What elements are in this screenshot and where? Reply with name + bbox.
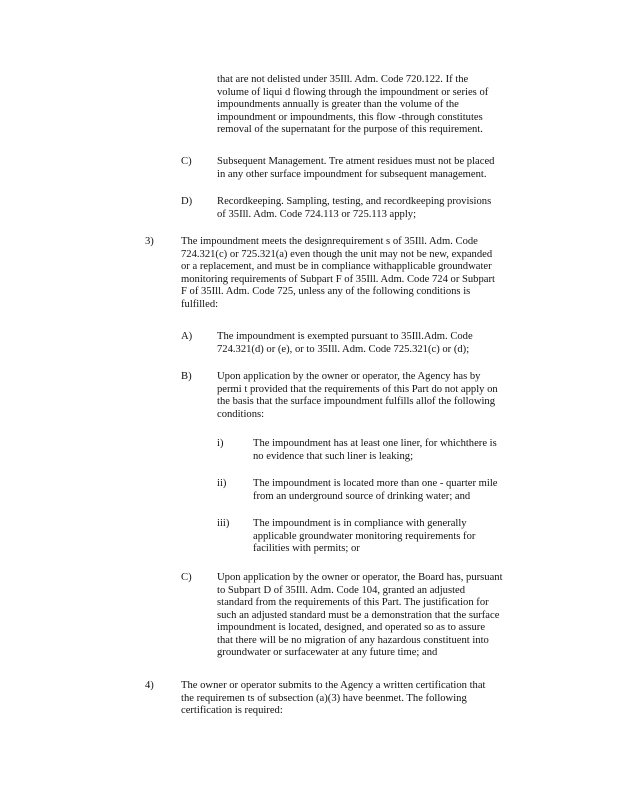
item-label: A) <box>181 331 193 342</box>
text-line: to Subpart D of 35Ill. Adm. Code 104, granted an adjusted <box>217 584 466 596</box>
text-line: The impoundment meets the designrequirement s of 35Ill. Adm. Code <box>181 236 478 247</box>
text-line: conditions: <box>217 408 265 420</box>
text-line: the requiremen ts of subsection (a)(3) have beenmet. The following <box>181 692 467 704</box>
text-line: volume of liqui d flowing through the impoundment or series of <box>217 86 489 98</box>
text-line: facilities with permits; or <box>253 543 360 554</box>
paragraph-subsequent-management <box>217 156 527 181</box>
text-line: applicable groundwater monitoring requirements for <box>253 530 476 542</box>
text-line: or a replacement, and must be in compliance withapplicable groundwater <box>181 261 492 272</box>
paragraph-groundwater-compliance <box>253 518 505 556</box>
paragraph-recordkeeping <box>217 196 520 221</box>
text-line: permi t provided that the requirements of this Part do not apply on <box>217 383 498 395</box>
item-label: B) <box>181 371 192 382</box>
paragraph-certification <box>181 680 527 718</box>
text-line: Upon application by the owner or operator, the Agency has by <box>217 371 481 382</box>
text-line: of 35Ill. Adm. Code 724.113 or 725.113 apply; <box>217 208 417 220</box>
paragraph-continuation <box>217 74 523 137</box>
text-line: 724.321(c) or 725.321(a) even though the unit may not be new, expanded <box>181 248 493 260</box>
item-label: ii) <box>217 478 227 489</box>
paragraph-liner <box>253 438 531 463</box>
text-line: in any other surface impoundment for subsequent management. <box>217 168 487 180</box>
text-line: certification is required: <box>181 705 283 716</box>
item-label: i) <box>217 438 224 449</box>
text-line: impoundments annually is greater than the volume of the <box>217 99 459 110</box>
paragraph-location <box>253 478 523 503</box>
item-label: 3) <box>145 236 154 247</box>
text-line: The impoundment is exempted pursuant to 35Ill.Adm. Code <box>217 331 473 342</box>
item-label: D) <box>181 196 193 207</box>
text-line: 724.321(d) or (e), or to 35Ill. Adm. Code 725.321(c) or (d); <box>217 343 470 355</box>
text-line: no evidence that such liner is leaking; <box>253 450 414 462</box>
text-line: that there will be no migration of any hazardous constituent into <box>217 634 489 646</box>
paragraph-exempted <box>217 331 507 356</box>
text-line: fulfilled: <box>181 298 219 310</box>
paragraph-adjusted-standard <box>217 572 529 660</box>
text-line: impoundment or impoundments, this flow -through constitutes <box>217 111 483 123</box>
text-line: The impoundment is in compliance with generally <box>253 518 467 529</box>
text-line: F of 35Ill. Adm. Code 725, unless any of the following conditions is <box>181 286 471 297</box>
item-label: C) <box>181 156 192 167</box>
text-line: standard from the requirements of this Part. The justification for <box>217 597 489 608</box>
text-line: The impoundment is located more than one - quarter mile <box>253 478 498 489</box>
text-line: such an adjusted standard must be a demonstration that the surface <box>217 609 500 621</box>
text-line: Recordkeeping. Sampling, testing, and recordkeeping provisions <box>217 196 492 207</box>
item-label: 4) <box>145 680 154 691</box>
text-line: monitoring requirements of Subpart F of 35Ill. Adm. Code 724 or Subpart <box>181 273 495 285</box>
text-line: Upon application by the owner or operator, the Board has, pursuant <box>217 572 503 583</box>
paragraph-agency-application <box>217 371 528 421</box>
text-line: removal of the supernatant for the purpose of this requirement. <box>217 124 483 135</box>
text-line: impoundment is located, designed, and operated so as to assure <box>217 622 486 633</box>
text-line: from an underground source of drinking water; and <box>253 490 471 502</box>
paragraph-design-requirements <box>181 236 528 311</box>
text-line: groundwater or surfacewater at any future time; and <box>217 647 438 658</box>
text-line: The impoundment has at least one liner, for whichthere is <box>253 438 497 449</box>
text-line: Subsequent Management. Tre atment residues must not be placed <box>217 156 495 167</box>
item-label: C) <box>181 572 192 583</box>
text-line: the basis that the surface impoundment fulfills allof the following <box>217 396 496 407</box>
text-line: that are not delisted under 35Ill. Adm. Code 720.122. If the <box>217 74 469 85</box>
item-label: iii) <box>217 518 230 529</box>
text-line: The owner or operator submits to the Agency a written certification that <box>181 680 486 691</box>
